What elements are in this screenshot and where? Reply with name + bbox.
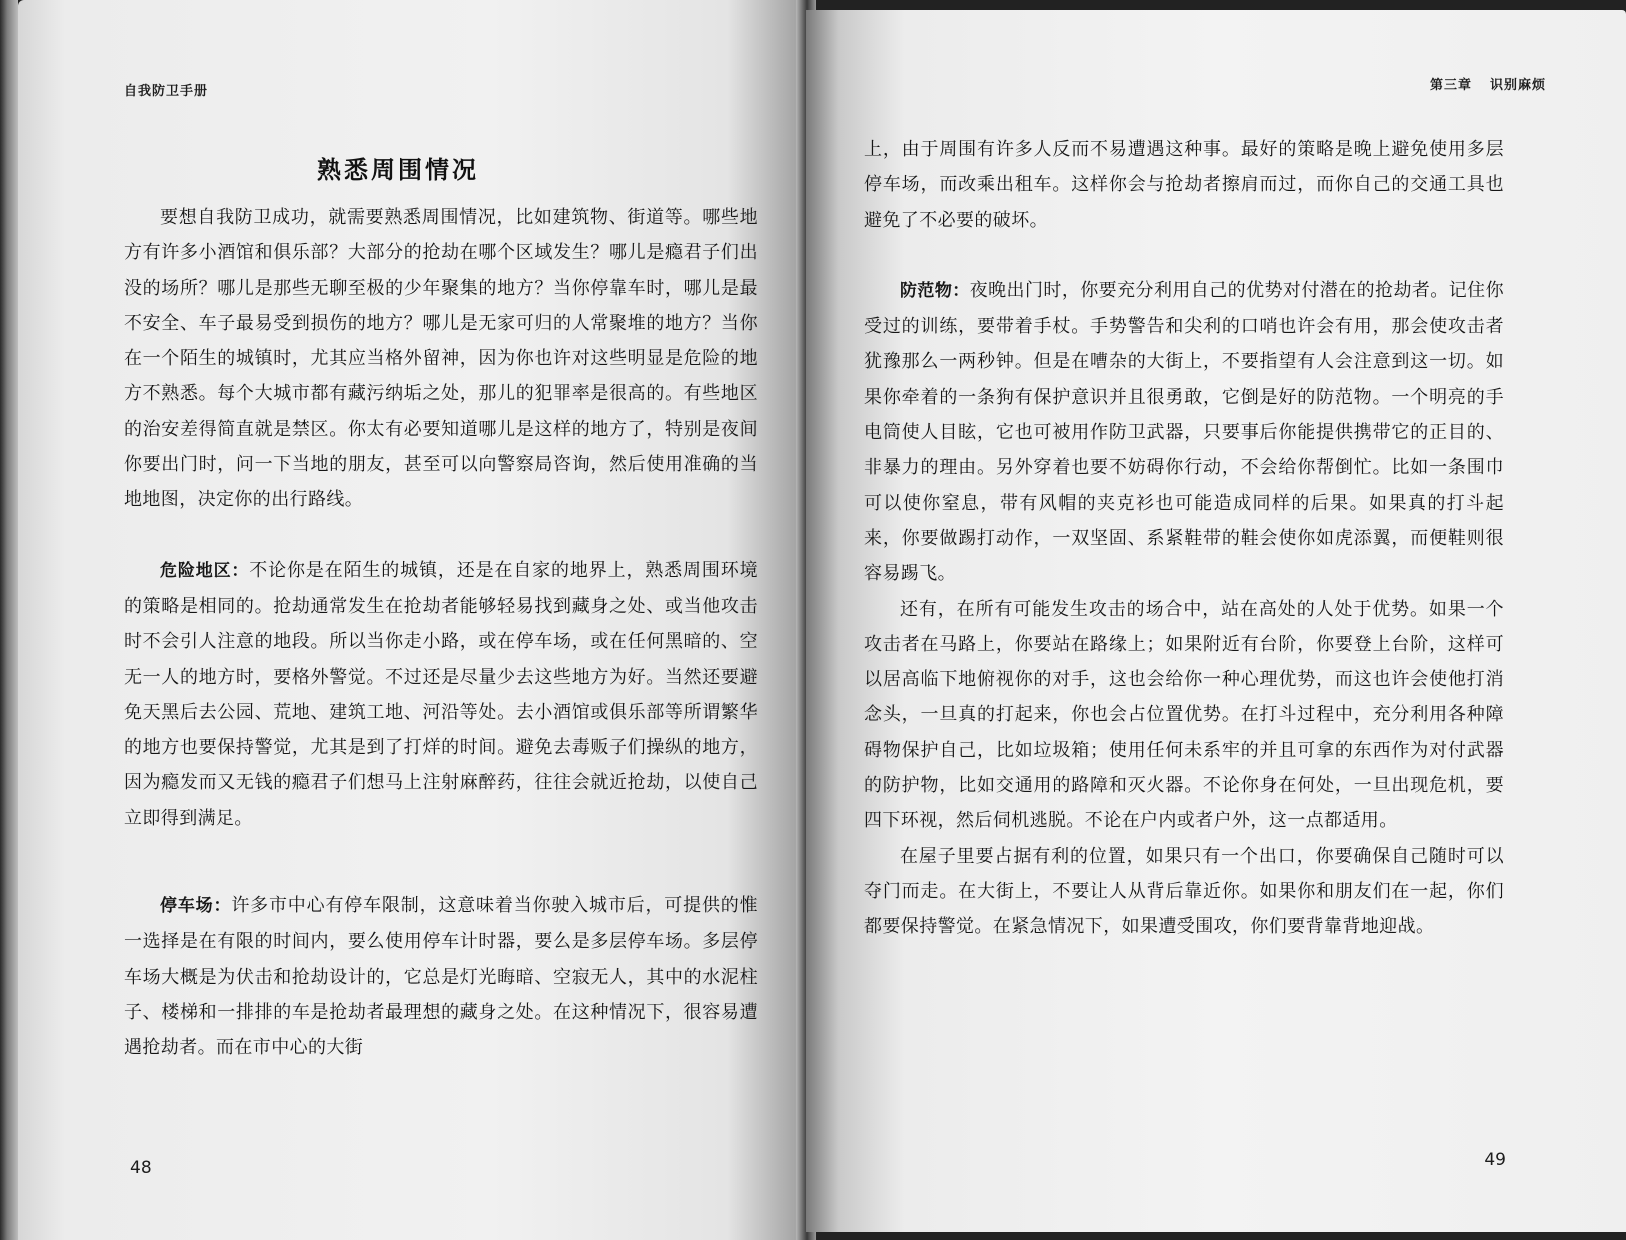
- page-number-left: 48: [130, 1158, 152, 1178]
- defense-items-term: 防范物：: [900, 280, 970, 301]
- parking-term: 停车场：: [160, 896, 232, 917]
- page-edges: [0, 0, 18, 1240]
- danger-zones-text: 不论你是在陌生的城镇，还是在自家的地界上，熟悉周围环境的策略是相同的。抢劫通常发生在抢劫者能够轻易找到藏身之处、或当他攻击时不会引人注意的地段。所以当你走小路，或在停车场，或在任何黑暗的、空无一人的地方时，要格外警觉。不过还是尽量少去这些地方为好。当然还要避免天黑后去公园、荒地、建筑工地、河沿等处。去小酒馆或俱乐部等所谓繁华的地方也要保持警觉，尤其是到了打烊的时间。避免去毒贩子们操纵的地方，因为瘾发而又无钱的瘾君子们想马上注射麻醉药，往往会就近抢劫，以使自己立即得到满足。: [124, 559, 758, 829]
- page-number-right: 49: [1484, 1150, 1506, 1170]
- right-body-text: [864, 132, 1504, 945]
- parking-paragraph: [124, 888, 758, 1065]
- high-ground-paragraph: 还有，在所有可能发生攻击的场合中，站在高处的人处于优势。如果一个攻击者在马路上，你要站在路缘上；如果附近有台阶，你要登上台阶，这样可以居高临下地俯视你的对手，这也会给你一种心理优势，而这也许会使他打消念头，一旦真的打起来，你也会占位置优势。在打斗过程中，充分利用各种障碍物保护自己，比如垃圾箱；使用任何未系牢的并且可拿的东西作为对付武器的防护物，比如交通用的路障和灭火器。不论你身在何处，一旦出现危机，要四下环视，然后伺机逃脱。不论在户内或者户外，这一点都适用。: [864, 598, 1504, 832]
- left-body-text: [124, 200, 758, 1066]
- intro-paragraph: 要想自我防卫成功，就需要熟悉周围情况，比如建筑物、街道等。哪些地方有许多小酒馆和俱乐部？大部分的抢劫在哪个区域发生？哪儿是瘾君子们出没的场所？哪儿是那些无聊至极的少年聚集的地方？当你停靠车时，哪儿是最不安全、车子最易受到损伤的地方？哪儿是无家可归的人常聚堆的地方？当你在一个陌生的城镇时，尤其应当格外留神，因为你也许对这些明显是危险的地方不熟悉。每个大城市都有藏污纳垢之处，那儿的犯罪率是很高的。有些地区的治安差得简直就是禁区。你太有必要知道哪儿是这样的地方了，特别是夜间你要出门时，问一下当地的朋友，甚至可以向警察局咨询，然后使用准确的当地地图，决定你的出行路线。: [124, 207, 758, 511]
- indoor-paragraph: 在屋子里要占据有利的位置，如果只有一个出口，你要确保自己随时可以夺门而走。在大街上，不要让人从背后靠近你。如果你和朋友们在一起，你们都要保持警觉。在紧急情况下，如果遭受围攻，你们要背靠背地迎战。: [864, 845, 1504, 938]
- danger-zones-paragraph: [124, 553, 758, 836]
- danger-zones-term: 危险地区：: [160, 560, 250, 581]
- left-page: [18, 0, 806, 1240]
- running-head-right: [1430, 74, 1546, 93]
- chapter-title: 识别麻烦: [1489, 78, 1546, 93]
- defense-items-paragraph: [864, 273, 1504, 592]
- defense-items-text: 夜晚出门时，你要充分利用自己的优势对付潜在的抢劫者。记住你受过的训练，要带着手杖。手势警告和尖利的口哨也许会有用，那会使攻击者犹豫那么一两秒钟。但是在嘈杂的大街上，不要指望有人会注意到这一切。如果你牵着的一条狗有保护意识并且很勇敢，它倒是好的防范物。一个明亮的手电筒使人目眩，它也可被用作防卫武器，只要事后你能提供携带它的正目的、非暴力的理由。另外穿着也要不妨碍你行动，不会给你帮倒忙。比如一条围巾可以使你窒息，带有风帽的夹克衫也可能造成同样的后果。如果真的打斗起来，你要做踢打动作，一双坚固、系紧鞋带的鞋会使你如虎添翼，而便鞋则很容易踢飞。: [864, 279, 1504, 585]
- section-title: 熟悉周围情况: [317, 156, 479, 184]
- parking-text: 许多市中心有停车限制，这意味着当你驶入城市后，可提供的惟一选择是在有限的时间内，要么使用停车计时器，要么是多层停车场。多层停车场大概是为伏击和抢劫设计的，它总是灯光晦暗、空寂无人，其中的水泥柱子、楼梯和一排排的车是抢劫者最理想的藏身之处。在这种情况下，很容易遭遇抢劫者。而在市中心的大街: [124, 895, 758, 1059]
- running-head-left: 自我防卫手册: [124, 84, 209, 99]
- chapter-number: 第三章: [1429, 78, 1472, 93]
- continuation-paragraph: 上，由于周围有许多人反而不易遭遇这种事。最好的策略是晚上避免使用多层停车场，而改乘出租车。这样你会与抢劫者擦肩而过，而你自己的交通工具也避免了不必要的破坏。: [864, 139, 1504, 231]
- right-page: [806, 10, 1626, 1232]
